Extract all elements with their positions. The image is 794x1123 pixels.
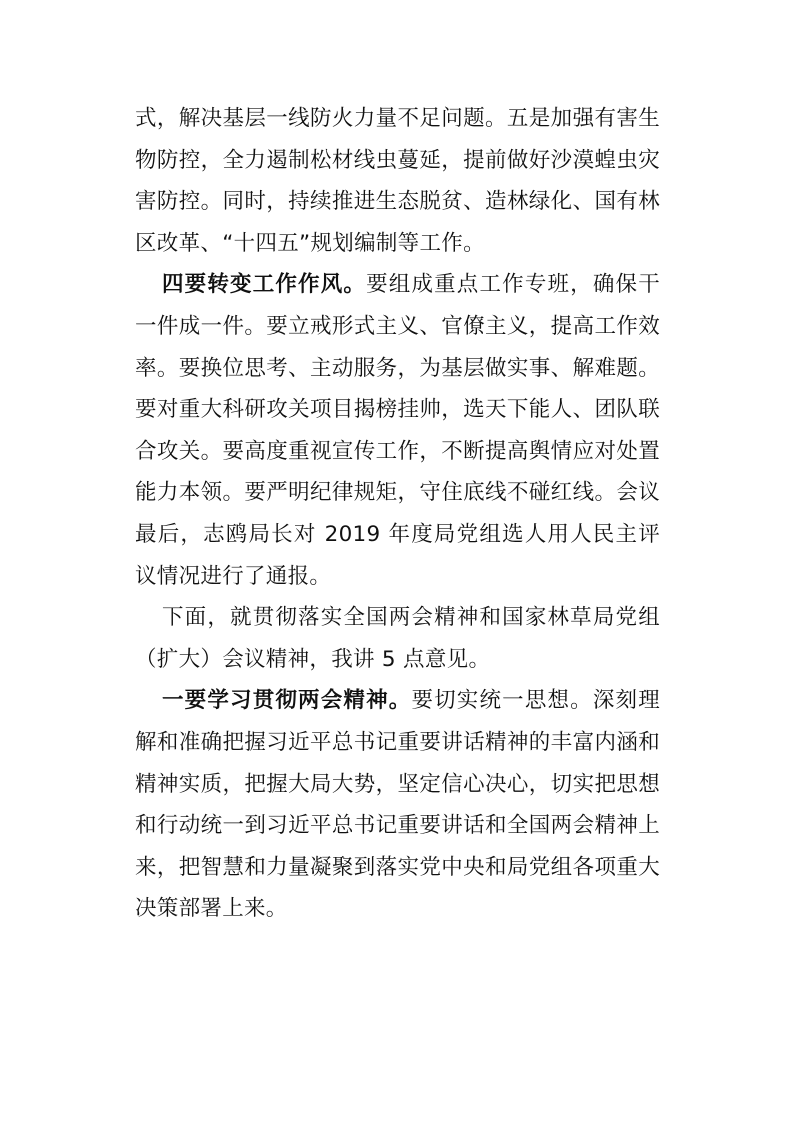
paragraph-text: 式，解决基层一线防火力量不足问题。五是加强有害生物防控，全力遏制松材线虫蔓延，提前做好沙漠蝗虫灾害防控。同时，持续推进生态脱贫、造林绿化、国有林区改革、“十四五”规划编制等工作。 — [135, 106, 660, 256]
paragraph-point-four — [135, 264, 660, 597]
paragraph-text: 要组成重点工作专班，确保干一件成一件。要立戒形式主义、官僚主义，提高工作效率。要换位思考、主动服务，为基层做实事、解难题。要对重大科研攻关项目揭榜挂帅，选天下能人、团队联合攻关。要高度重视宣传工作，不断提高舆情应对处置能力本领。要严明纪律规矩，守住底线不碰红线。会议最后，志鸥局长对 2019 年度局党组选人用人民主评议情况进行了通报。 — [135, 272, 661, 589]
paragraph-text: 要切实统一思想。深刻理解和准确把握习近平总书记重要讲话精神的丰富内涵和精神实质，把握大局大势，坚定信心决心，切实把思想和行动统一到习近平总书记重要讲话和全国两会精神上来，把智慧和力量凝聚到落实党中央和局党组各项重大决策部署上来。 — [135, 688, 660, 922]
paragraph-heading: 四要转变工作作风。 — [162, 272, 367, 298]
paragraph-continuation — [135, 98, 660, 264]
document-body — [135, 98, 660, 930]
paragraph-heading: 一要学习贯彻两会精神。 — [162, 688, 412, 714]
paragraph-text: 下面，就贯彻落实全国两会精神和国家林草局党组（扩大）会议精神，我讲 5 点意见。 — [135, 605, 660, 672]
paragraph-intro — [135, 597, 660, 680]
paragraph-point-one — [135, 680, 660, 930]
